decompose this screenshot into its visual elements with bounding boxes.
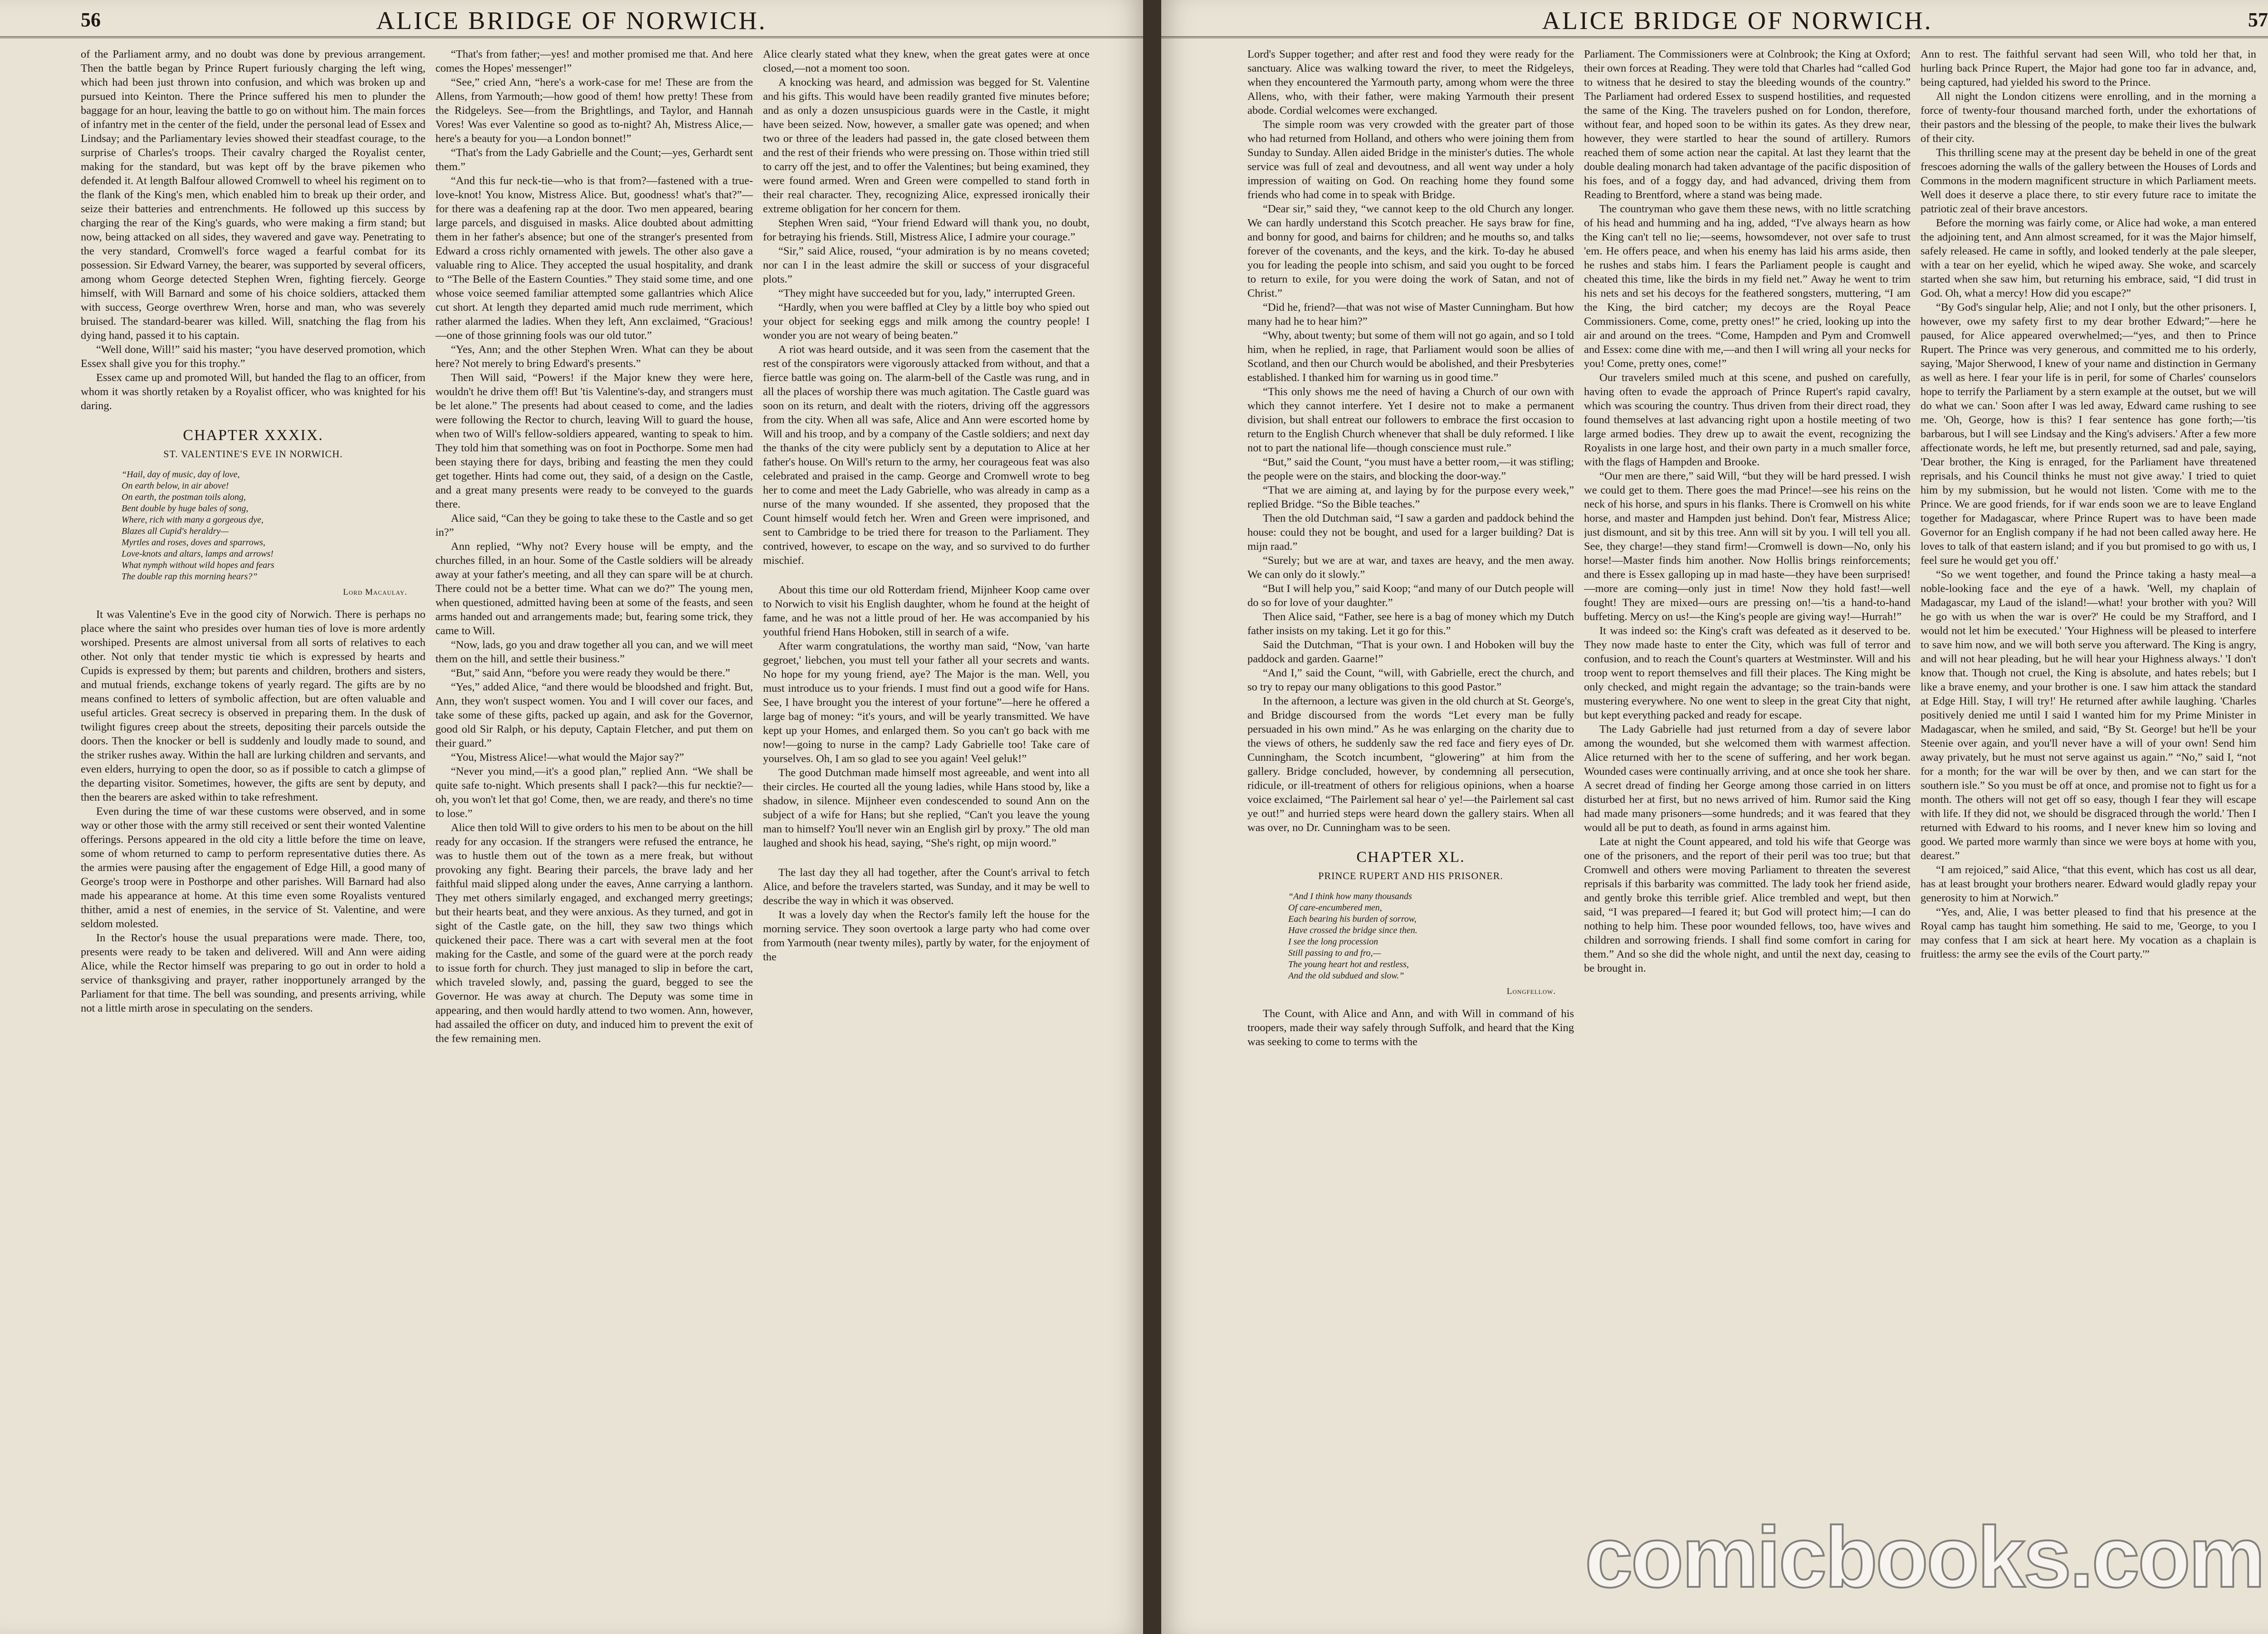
chapter-number: CHAPTER XL.	[1356, 849, 1465, 866]
paragraph: Essex came up and promoted Will, but handed the flag to an officer, from whom it was shortly retaken by a Royalist officer, who was knighted for his daring.	[81, 372, 425, 412]
column-text	[1921, 47, 2256, 961]
paragraph: “And I,” said the Count, “will, with Gabrielle, erect the church, and so try to repay our many obligations to this good Pastor.”	[1247, 667, 1574, 693]
epigraph	[122, 469, 407, 582]
paragraph: Alice said, “Can they be going to take these to the Castle and so get in?”	[435, 512, 753, 538]
text-column-1	[81, 47, 425, 1625]
paragraph: Ann replied, “Why not? Every house will be empty, and the churches filled, in an hour. Some of the Castle soldiers will be already away at your father's meeting, and all they can spare will be at church. There could not be a better time. What can we do?” The young men, when questioned, admitted having been at some of the feasts, and seen arms handed out and arrangements made; but, fearing some trick, they came to Will.	[435, 540, 753, 637]
book-gutter	[1143, 0, 1161, 1634]
paragraph: “Why, about twenty; but some of them will not go again, and so I told him, when he replied, in rage, that Parliament would soon be allies of Scotland, and then our Church would be abolished, and their Presbyteries established. I thanked him for warning us in good time.”	[1247, 329, 1574, 384]
running-head	[0, 6, 1143, 38]
paragraph: Before the morning was fairly come, or Alice had woke, a man entered the adjoining tent, and Ann almost screamed, for it was the Major himself, safely released. He came in softly, and looked tenderly at the pale sleeper, with a tear on her eyelid, which he wiped away. She woke, and scarcely started when she saw him, but returning his embrace, said, “I did trust in God. Oh, what a mercy! How did you escape?”	[1921, 217, 2256, 299]
epigraph-line: The double rap this morning hears?”	[122, 572, 258, 582]
page-number: 57	[2248, 9, 2268, 31]
right-page	[1161, 0, 2268, 1634]
paragraph: Our travelers smiled much at this scene, and pushed on carefully, having often to evade the approach of Prince Rupert's rapid cavalry, which was scouring the country. Thus driven from their direct road, they found themselves at last advancing right upon a hostile meeting of two large armed bodies. They drew up to await the event, recognizing the Royalists in one large host, and their own party in a much smaller force, with the flags of Hampden and Brooke.	[1584, 372, 1911, 468]
page-number: 56	[81, 9, 101, 31]
paragraph: “But I will help you,” said Koop; “and many of our Dutch people will do so for love of your daughter.”	[1247, 582, 1574, 609]
paragraph: It was indeed so: the King's craft was defeated as it deserved to be. They now made haste to enter the City, which was full of terror and confusion, and to reach the Count's quarters at Westminster. Will and his troop went to report themselves and fill their places. The King might be only checked, and might regain the advantage; so the train-bands were mustering everywhere. No one went to sleep in the great City that night, but kept everything packed and ready for escape.	[1584, 625, 1911, 721]
watermark: comicbooks.com	[1584, 1509, 2263, 1605]
chapter-title: PRINCE RUPERT AND HIS PRISONER.	[1318, 870, 1503, 881]
epigraph-line: Have crossed the bridge since then.	[1288, 925, 1418, 935]
column-text	[81, 47, 425, 413]
paragraph: Alice then told Will to give orders to his men to be about on the hill ready for any occasion. If the strangers were refused the entrance, he was to hustle them out of the town as a mere freak, but without provoking any fight. Bearing their parcels, the brave lady and her faithful maid slipped along under the eaves, Anne carrying a lanthorn. They met others similarly engaged, and exchanged merry greetings; but their hearts beat, and they were anxious. As they turned, and got in sight of the Castle gate, on the hill, they saw two things which quickened their pace. There was a cart with several men at the foot making for the Castle, and some of the guard were at the porch ready to issue forth for church. They just managed to slip in before the cart, which traveled slowly, and, passing the guard, begged to see the Governor. He was away at church. The Deputy was some time in appearing, and then would hardly attend to two women. Ann, however, had assailed the officer on duty, and induced him to prevent the exit of the few remaining men.	[435, 822, 753, 1045]
column-text	[81, 607, 425, 1015]
epigraph-line: Bent double by huge bales of song,	[122, 504, 249, 514]
paragraph: “Dear sir,” said they, “we cannot keep to the old Church any longer. We can hardly understand this Scotch preacher. He says braw for fine, and bonny for good, and bairns for children; and he mouths so, and talks forever of the covenants, and the keys, and the kirk. To-day he abused you for leading the people into schism, and said you ought to be forced to return to exile, for you were doing the work of Satan, and not of Christ.”	[1247, 203, 1574, 299]
paragraph: In the Rector's house the usual preparations were made. There, too, presents were ready to be taken and delivered. Will and Ann were aiding Alice, while the Rector himself was preparing to go out in order to hold a service of thanksgiving and prayer, rather inopportunely arranged by the Parliament for that time. The bell was sounding, and presents arriving, while not a little mirth arose in speculating on the senders.	[81, 932, 425, 1014]
paragraph: “By God's singular help, Alie; and not I only, but the other prisoners. I, however, owe my safety first to my dear brother Edward;”—here he paused, for Alice appeared overwhelmed;—“yes, and then to Prince Rupert. The Prince was very generous, and committed me to his orderly, saying, 'Major Sherwood, I knew of your name and distinction in Germany as well as here. I fear your life is in peril, for some of Charles' counselors hope to terrify the Parliament by a stern example at the outset, but we will do what we can.' Soon after I was led away, Edward came rushing to see me. 'Oh, George, how is this? I fear sentence has gone forth;—'tis barbarous, but I will see Lindsay and the King's advisers.' After a few more affectionate words, he left me, but presently returned, sad and pale, saying, 'Dear brother, the King is enraged, for the Parliament have threatened reprisals, and his Council thinks he must not give away.' I tried to quiet him by my submission, but he would not listen. 'Come with me to the Prince. We are good friends, for if war ends soon we are to leave England together for Madagascar, where Prince Rupert was to have been made Governor for an English company if he had not been called away here. He loves to talk of that eastern island; and if you but promised to go with us, I feel sure he would get you off.'	[1921, 301, 2256, 567]
column-text	[1584, 47, 1911, 975]
paragraph: of the Parliament army, and no doubt was done by previous arrangement. Then the battle began by Prince Rupert furiously charging the left wing, which had been just thrown into confusion, and which was broken up and pursued into Keinton. There the Prince suffered his men to plunder the baggage for an hour, leaving the battle to go on without him. The main forces of infantry met in the center of the field, under the personal lead of Essex and Lindsay; and the Parliamentary levies showed their steadfast courage, to the surprise of Charles's troops. Their cavalry charged the Royalist center, making for the standard, but was kept off by the brave pikemen who defended it. At length Balfour allowed Cromwell to wheel his regiment on to the flank of the King's men, which enabled him to break up their order, and seize their batteries and entrenchments. He followed up this success by charging the rear of the King's guards, who were making a firm stand; but now, being attacked on all sides, they wavered and gave way. Penetrating to the very standard, Cromwell's force waged a fearful combat for its possession. Sir Edward Varney, the bearer, was supported by several officers, among whom George detected Stephen Wren, fighting fiercely. George himself, with Will Barnard and some of his choice soldiers, attacked them with success, George overthrew Wren, horse and man, who was severely bruised. The standard-bearer was killed. Will, snatching the flag from his dying hand, passed it to his captain.	[81, 48, 425, 342]
paragraph: After warm congratulations, the worthy man said, “Now, 'van harte gegroet,' liebchen, you must tell your father all your secrets and wants. No hope for my young friend, aye? The Major is the man. Well, you must introduce us to your friends. I must find out a good wife for Hans. See, I have brought you the interest of your fortune”—here he offered a large bag of money: “it's yours, and will be yearly transmitted. We have kept up your Homes, and enlarged them. So you can't go back with me now!—going to nurse in the camp? Lady Gabrielle too! Take care of yourselves. Oh, I am so glad to see you again! Veel geluk!”	[763, 640, 1090, 765]
column-text	[435, 47, 753, 1046]
paragraph: Parliament. The Commissioners were at Colnbrook; the King at Oxford; their own forces at Reading. They were told that Charles had “called God to witness that he desired to stay the bleeding wounds of the country.” The Parliament had ordered Essex to suspend hostilities, and requested the same of the King. The travelers pushed on for London, therefore, without fear, and hoped soon to be within its gates. As they drew near, however, they were startled to hear the sound of artillery. Rumors reached them of some action near the capital. At last they learnt that the double dealing monarch had taken advantage of the pacific disposition of his foes, and of a foggy day, and had advanced, driving them from Reading to Brentford, where a stand was being made.	[1584, 48, 1911, 201]
paragraph: Stephen Wren said, “Your friend Edward will thank you, no doubt, for betraying his friends. Still, Mistress Alice, I admire your courage.”	[763, 217, 1090, 243]
text-column-2	[435, 47, 753, 1625]
paragraph: Even during the time of war these customs were observed, and in some way or other those with the army still received or sent their wonted Valentine offerings. Persons appeared in the old city a little before the time on leave, some of whom returned to camp to perform representative duties there. As the armies were pausing after the engagement of Edge Hill, a good many of George's troop were in Posthorpe and other parishes. Will Barnard had also made his appearance at home. At this time even some Royalists ventured thither, amid a nest of enemies, in the service of St. Valentine, and were seldom molested.	[81, 805, 425, 930]
paragraph: In the afternoon, a lecture was given in the old church at St. George's, and Bridge discoursed from the words “Let every man be fully persuaded in his own mind.” As he was enlarging on the charity due to the views of others, he suddenly saw the red face and fiery eyes of Dr. Cunningham, the Scotch incumbent, “glowering” at him from the gallery. Bridge concluded, however, by condemning all persecution, ridicule, or ill-treatment of others for religious opinions, when a hoarse voice exclaimed, “The Pairlement sal hear o' ye!—the Pairlement sal cast ye out!” and hurried steps were heard down the gallery stairs. When all was over, no Dr. Cunningham was to be seen.	[1247, 695, 1574, 834]
paragraph: “That's from the Lady Gabrielle and the Count;—yes, Gerhardt sent them.”	[435, 147, 753, 173]
paragraph: This thrilling scene may at the present day be beheld in one of the great frescoes adorning the walls of the gallery between the Houses of Lords and Commons in the modern magnificent structure in which Parliament meets. Well does it deserve a place there, to stir every future race to imitate the patriotic zeal of their brave ancestors.	[1921, 147, 2256, 215]
paragraph: “Never you mind,—it's a good plan,” replied Ann. “We shall be quite safe to-night. Which presents shall I pack?—this fur necktie?—oh, you won't let that go! Come, then, we are ready, and there's no time to lose.”	[435, 765, 753, 820]
paragraph: The simple room was very crowded with the greater part of those who had returned from Holland, and others who were joining them from Sunday to Sunday. Allen aided Bridge in the minister's duties. The whole service was full of zeal and devoutness, and all went way under a holy impression of waiting on God. On reaching home they found some friends who had come in to speak with Bridge.	[1247, 118, 1574, 201]
running-head	[1161, 6, 2268, 38]
text-column-2	[1584, 47, 1911, 1625]
column-text	[763, 47, 1090, 964]
paragraph: About this time our old Rotterdam friend, Mijnheer Koop came over to Norwich to visit his English daughter, whom he found at the height of fame, and he was not a little proud of her. He was accompanied by his youthful friend Hans Hoboken, still in search of a wife.	[763, 584, 1090, 638]
paragraph: The good Dutchman made himself most agreeable, and went into all their circles. He courted all the young ladies, while Hans stood by, like a shadow, in silence. Mijnheer even condescended to sound Ann on the subject of a wife for Hans; but she replied, “Can't you leave the young man to himself? You'll never win an English girl by proxy.” The old man laughed and shook his head, saying, “She's right, op mijn woord.”	[763, 767, 1090, 849]
paragraph: Then the old Dutchman said, “I saw a garden and paddock behind the house: could they not be bought, and used for a larger building? Dat is mijn raad.”	[1247, 512, 1574, 553]
paragraph: Then Will said, “Powers! if the Major knew they were here, wouldn't he drive them off! But 'tis Valentine's-day, and strangers must be let alone.” The presents had about ceased to come, and the ladies were following the Rector to church, leaving Will to guard the house, when two of Will's fellow-soldiers appeared, wanting to speak to him. They told him that something was on foot in Pocthorpe. Some men had been staying there for days, bribing and feasting the men they could get together. Hints had come out, they said, of a design on the Castle, and a great many presents were ready to be conveyed to the guards there.	[435, 372, 753, 510]
paragraph: Then Alice said, “Father, see here is a bag of money which my Dutch father insists on my taking. Let it go for this.”	[1247, 611, 1574, 637]
paragraph: Alice clearly stated what they knew, when the great gates were at once closed,—not a moment too soon.	[763, 48, 1090, 74]
epigraph-line: Love-knots and altars, lamps and arrows!	[122, 549, 274, 559]
paragraph: A riot was heard outside, and it was seen from the casement that the rest of the conspirators were vigorously attacked from without, and that a fierce battle was going on. The alarm-bell of the Castle was rung, and in all the places of worship there was much agitation. The Castle guard was soon on its return, and dealt with the rioters, driving off the aggressors from the city. When all was safe, Alice and Ann were escorted home by Will and his troop, and by a company of the Castle soldiers; and next day the thanks of the city were publicly sent by a deputation to Alice at her father's house. On Will's return to the army, her courageous feat was also celebrated and praised in the camp. George and Cromwell wrote to beg her to come and meet the Lady Gabrielle, who was already in camp as a nurse of the many wounded. If she assented, they proposed that the Count himself would fetch her. Wren and Green were imprisoned, and sent to Cambridge to be tried there for treason to the Parliament. They contrived, however, to escape on the way, and so survived to do further mischief.	[763, 343, 1090, 567]
paragraph: “Yes, and, Alie, I was better pleased to find that his presence at the Royal camp has taught him something. He said to me, 'George, to you I may confess that I am sick at heart here. My vocation as a chaplain is fruitless: the army see the evils of the Court party.'”	[1921, 906, 2256, 960]
paragraph: It was a lovely day when the Rector's family left the house for the morning service. They soon overtook a large party who had come over from Yarmouth (near twenty miles), partly by water, for the enjoyment of the	[763, 909, 1090, 963]
paragraph: “Yes, Ann; and the other Stephen Wren. What can they be about here? Not merely to bring Edward's presents.”	[435, 343, 753, 370]
epigraph-line: “Hail, day of music, day of love,	[122, 470, 240, 479]
epigraph-line: The young heart hot and restless,	[1288, 959, 1409, 969]
section-break	[763, 567, 1090, 583]
paragraph: It was Valentine's Eve in the good city of Norwich. There is perhaps no place where the saint who presides over human ties of love is more ardently worshiped. Presents are almost universal from all sorts of relatives to each other. Not only that tender mystic tie which is expressed by hearts and Cupids is expressed by them; but parents and children, brothers and sisters, and mutual friends, exchange tokens of yearly regard. The gifts are by no means confined to letters of symbolic affection, but are often valuable and useful articles. Great secrecy is observed in preparing them. In the dusk of twilight figures creep about the streets, depositing their parcels outside the doors. Then the knocker or bell is suddenly and loudly made to sound, and the striker rushes away. Within the hall are lurking children and servants, and even elders, hurrying to open the door, so as if possible to catch a glimpse of the departing visitor. Sometimes, however, the gifts are sent by deputy, and then the bearers are asked within to take refreshment.	[81, 608, 425, 803]
paragraph: “But,” said the Count, “you must have a better room,—it was stifling; the people were on the stairs, and blocking the door-way.”	[1247, 456, 1574, 482]
epigraph-line: Each bearing his burden of sorrow,	[1288, 914, 1417, 924]
text-column-1	[1247, 47, 1574, 1625]
epigraph-line: On earth below, in air above!	[122, 481, 229, 491]
paragraph: “See,” cried Ann, “here's a work-case for me! These are from the Allens, from Yarmouth;—how good of them! how pretty! These from the Ridgeleys. See—from the Brightlings, and Taylor, and Hannah Vores! Was ever Valentine so good as to-night? Ah, Mistress Alice,—here's a beauty for you—a London bonnet!”	[435, 76, 753, 145]
paragraph: “That we are aiming at, and laying by for the purpose every week,” replied Bridge. “So the Bible teaches.”	[1247, 484, 1574, 510]
text-column-3	[763, 47, 1090, 1625]
paragraph: The last day they all had together, after the Count's arrival to fetch Alice, and before the travelers started, was Sunday, and it may be well to describe the way in which it was observed.	[763, 866, 1090, 907]
epigraph-line: “And I think how many thousands	[1288, 891, 1412, 901]
epigraph-line: Myrtles and roses, doves and sparrows,	[122, 538, 265, 548]
paragraph: Lord's Supper together; and after rest and food they were ready for the sanctuary. Alice was walking toward the river, to meet the Ridgeleys, when they encountered the Yarmouth party, among whom were the three Allens, who, with their father, were making Yarmouth their present abode. Cordial welcomes were exchanged.	[1247, 48, 1574, 117]
paragraph: Said the Dutchman, “That is your own. I and Hoboken will buy the paddock and garden. Gaarne!”	[1247, 639, 1574, 665]
paragraph: The Lady Gabrielle had just returned from a day of severe labor among the wounded, but she welcomed them with warmest affection. Alice returned with her to the scene of suffering, and her work began. Wounded cases were continually arriving, and at once she took her share. A secret dread of finding her George among those carried in on litters disturbed her at first, but no news arrived of him. Rumor said the King had made many prisoners—some hundreds; and it was feared that they would all be put to death, as found in arms against him.	[1584, 723, 1911, 834]
chapter-number: CHAPTER XXXIX.	[183, 427, 323, 444]
paragraph: “That's from father;—yes! and mother promised me that. And here comes the Hopes' messenger!”	[435, 48, 753, 74]
paragraph: The Count, with Alice and Ann, and with Will in command of his troopers, made their way safely through Suffolk, and heard that the King was seeking to come to terms with the	[1247, 1008, 1574, 1048]
paragraph: “I am rejoiced,” said Alice, “that this event, which has cost us all dear, has at least brought your brothers nearer. Edward would gladly repay your generosity to him at Norwich.”	[1921, 864, 2256, 904]
epigraph-author: Longfellow.	[1506, 987, 1556, 996]
epigraph-line: On earth, the postman toils along,	[122, 492, 246, 502]
column-text	[1247, 47, 1574, 835]
column-text	[1247, 1007, 1574, 1049]
paragraph: A knocking was heard, and admission was begged for St. Valentine and his gifts. This would have been readily granted five minutes before; and as only a dozen unsuspicious guards were in the Castle, it might have been seized. Now, however, a smaller gate was opened; and when two or three of the leaders had passed in, the gate closed between them and the rest of their friends who were pressing on. Those within tried still to carry off the jest, and to offer the Valentines; but being examined, they were found armed. Wren and Green were compelled to stand forth in their real character. They, recognizing Alice, expressed ironically their extreme obligation for her concern for them.	[763, 76, 1090, 215]
text-column-3	[1921, 47, 2256, 1625]
epigraph-line: Blazes all Cupid's heraldry—	[122, 526, 229, 536]
paragraph: “But,” said Ann, “before you were ready they would be there.”	[451, 667, 730, 679]
epigraph-line: And the old subdued and slow.”	[1288, 971, 1404, 981]
paragraph: “Now, lads, go you and draw together all you can, and we will meet them on the hill, and settle their business.”	[435, 639, 753, 665]
running-title: ALICE BRIDGE OF NORWICH.	[1542, 7, 1933, 35]
epigraph-line: Still passing to and fro,—	[1288, 948, 1381, 958]
paragraph: “And this fur neck-tie—who is that from?—fastened with a true-love-knot! You know, Mistress Alice. But, goodness! what's that?”—for there was a deafening rap at the door. Two men appeared, bearing large parcels, and disguised in masks. Alice doubted about admitting them in her father's absence; but one of the stranger's presented from Edward a cross richly ornamented with jewels. The other also gave a valuable ring to Alice. They accepted the usual hospitality, and drank to “The Belle of the Eastern Counties.” They staid some time, and one whose voice seemed familiar attempted some gallantries which Alice cut short. At length they departed amid much rude merriment, which rather alarmed the ladies. When they left, Ann exclaimed, “Gracious!—one of those grinning fools was our old tutor.”	[435, 175, 753, 342]
paragraph: “So we went together, and found the Prince taking a hasty meal—a noble-looking face and the eye of a hawk. 'Well, my chaplain of Madagascar, my Laud of the island!—what! your brother with you? Will he go with us when the war is over?' He could be my Strafford, and I would not let him be executed.' 'Your Highness will be pleased to interfere to save him now, and we will both serve you afterward. The King is angry, and will not hear pleading, but he will hear your Highness always.' 'I don't know that. Though not cruel, the King is absolute, and hates rebels; but I like a brave enemy, and your brother is one. I saw him attack the standard at Edge Hill. Stay, I will try!' He returned after awhile laughing. 'Charles positively denied me until I said I wanted him for my Prime Minister in Madagascar, when he smiled, and said, “By St. George! but he'll be your Steenie over again, and you'll never have a will of your own! Send him away privately, but he must not serve against us again.” “No,” said I, “not for a month; for the war will be over by then, and we can start for the southern isle.” So you must be off at once, and promise not to fight us for a month. The others will not get off so easy, though I fear they will escape with life. If they did not, we should be disgraced through the world.' Then I returned with Edward to his rooms, and I never knew him so loving and good. We parted more warmly than since we were boys at home with you, dearest.”	[1921, 568, 2256, 862]
epigraph-author: Lord Macaulay.	[343, 587, 407, 597]
paragraph: “You, Mistress Alice!—what would the Major say?”	[451, 751, 684, 763]
running-title: ALICE BRIDGE OF NORWICH.	[376, 7, 767, 35]
paragraph: “Sir,” said Alice, roused, “your admiration is by no means coveted; nor can I in the least admire the skill or success of your disgraceful plots.”	[763, 245, 1090, 285]
epigraph-line: Of care-encumbered men,	[1288, 903, 1382, 913]
paragraph: “Our men are there,” said Will, “but they will be hard pressed. I wish we could get to them. There goes the mad Prince!—see his reins on the neck of his horse, and spurs in his flanks. There is Cromwell on his white horse, and master and Hampden just behind. Don't fear, Mistress Alice; just dismount, and sit by this tree. Ann will sit by you. I will tell you all. See, they charge!—they stand firm!—Cromwell is down—No, only his horse!—Master finds him another. Now Hollis brings reinforcements; and there is Essex galloping up in mad haste—they have been surprised!—more are coming—only just in time! Now they hold fast!—well fought! They are mixed—ours are pressing on!—'tis a hand-to-hand buffeting. Mercy on us!—the King's people are giving way!—Hurrah!”	[1584, 470, 1911, 623]
chapter-title: ST. VALENTINE'S EVE IN NORWICH.	[163, 448, 343, 460]
paragraph: “Surely; but we are at war, and taxes are heavy, and the men away. We can only do it slowly.”	[1247, 554, 1574, 581]
paragraph: “Did he, friend?—that was not wise of Master Cunningham. But how many had he to hear him?”	[1247, 301, 1574, 328]
paragraph: Late at night the Count appeared, and told his wife that George was one of the prisoners, and the report of their peril was too true; but that Cromwell and others were moving Parliament to threaten the severest reprisals if this barbarity was committed. The lady took her friend aside, and gently broke this terrible grief. Alice trembled and wept, but then said, “I was prepared—I feared it; but God will protect him;—I can do nothing to help him. These poor wounded fellows, too, have wives and children and sorrowing friends. I shall find some comfort in caring for them.” And so she did the whole night, and until the next day, ceasing to be brought in.	[1584, 836, 1911, 974]
section-break	[763, 850, 1090, 866]
paragraph: “Hardly, when you were baffled at Cley by a little boy who spied out your object for seeking eggs and milk among the country people! I wonder you are not weary of being beaten.”	[763, 301, 1090, 342]
epigraph-line: What nymph without wild hopes and fears	[122, 560, 274, 570]
paragraph: The countryman who gave them these news, with no little scratching of his head and humming and ha ing, added, “I've always hearn as how the King can't tell no lie;—seems, howsomdever, not over safe to trust 'em. He offers peace, and when his enemy has laid his arms aside, then he rushes and stabs him. I fears the Parliament people is caught and cheated this time, like the birds in my field net.” Away he went to trim his nets and set his decoys for the feathered songsters, muttering, “I am the King, the bird catcher; my decoys are the Royal Peace Commissioners. Come, come, pretty ones!” he cried, looking up into the air and around on the trees. “Come, Hampden and Pym and Cromwell and Essex: come dine with me,—and then I will wring all your necks for you! Come, pretty ones, come!”	[1584, 203, 1911, 370]
paragraph: “Well done, Will!” said his master; “you have deserved promotion, which Essex shall give you for this trophy.”	[81, 343, 425, 370]
epigraph	[1288, 891, 1556, 982]
epigraph-line: Where, rich with many a gorgeous dye,	[122, 515, 264, 525]
paragraph: “They might have succeeded but for you, lady,” interrupted Green.	[778, 287, 1075, 299]
paragraph: “Yes,” added Alice, “and there would be bloodshed and fright. But, Ann, they won't suspect women. You and I will cover our faces, and take some of these gifts, packed up again, and ask for the Governor, good old Sir Ralph, or his deputy, Captain Fletcher, and put them on their guard.”	[435, 681, 753, 749]
epigraph-line: I see the long procession	[1288, 937, 1378, 947]
paragraph: “This only shows me the need of having a Church of our own with which they cannot interfere. Yet I desire not to make a permanent division, but shall entreat our followers to embrace the first occasion to return to the English Church whenever that shall be duly reformed. I like not to part the national life—though conscience must rule.”	[1247, 386, 1574, 454]
paragraph: All night the London citizens were enrolling, and in the morning a force of twenty-four thousand marched forth, under the exhortations of their pastors and the blessing of the people, to make their lives the bulwark of their city.	[1921, 90, 2256, 145]
paragraph: Ann to rest. The faithful servant had seen Will, who told her that, in hurling back Prince Rupert, the Major had gone too far in advance, and, being captured, had yielded his sword to the Prince.	[1921, 48, 2256, 88]
